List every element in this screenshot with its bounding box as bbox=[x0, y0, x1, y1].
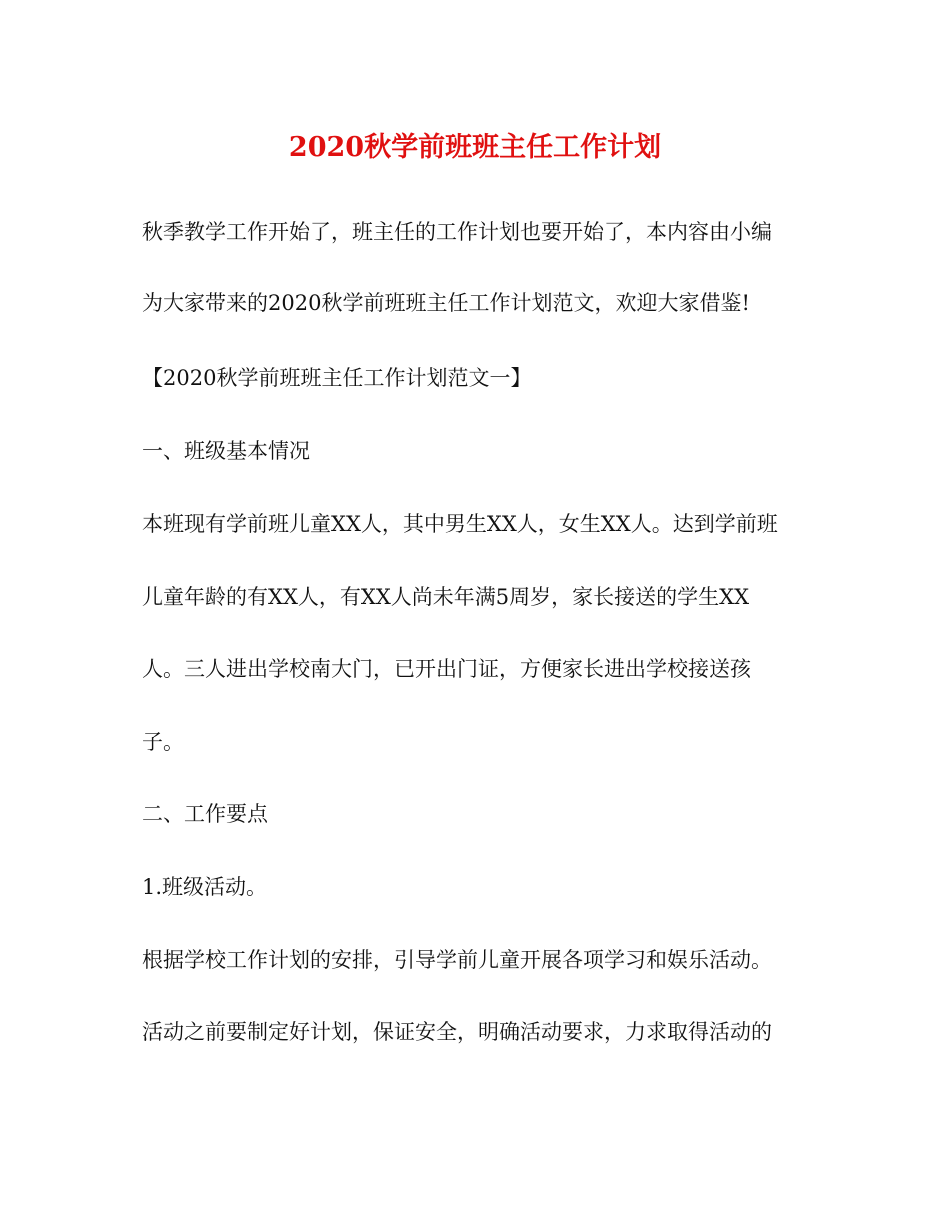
document-title: 2020秋学前班班主任工作计划 bbox=[288, 132, 662, 163]
section-heading-sample-one: 【2020秋学前班班主任工作计划范文一】 bbox=[142, 366, 532, 390]
paragraph-line-activities-2: 活动之前要制定好计划，保证安全，明确活动要求，力求取得活动的 bbox=[142, 1020, 772, 1044]
paragraph-line-activities-1: 根据学校工作计划的安排，引导学前儿童开展各项学习和娱乐活动。 bbox=[142, 948, 772, 972]
paragraph-line-intro-2: 为大家带来的2020秋学前班班主任工作计划范文，欢迎大家借鉴! bbox=[142, 291, 750, 315]
paragraph-line-intro-1: 秋季教学工作开始了，班主任的工作计划也要开始了，本内容由小编 bbox=[142, 220, 772, 244]
paragraph-line-class-1: 本班现有学前班儿童XX人，其中男生XX人，女生XX人。达到学前班 bbox=[142, 512, 778, 536]
paragraph-line-class-2: 儿童年龄的有XX人，有XX人尚未年满5周岁，家长接送的学生XX bbox=[142, 585, 750, 609]
section-heading-work-points: 二、工作要点 bbox=[142, 802, 268, 826]
paragraph-line-class-4: 子。 bbox=[142, 730, 184, 754]
subsection-heading-class-activities: 1.班级活动。 bbox=[142, 875, 268, 899]
paragraph-line-class-3: 人。三人进出学校南大门，已开出门证，方便家长进出学校接送孩 bbox=[142, 657, 751, 681]
section-heading-class-situation: 一、班级基本情况 bbox=[142, 439, 310, 463]
